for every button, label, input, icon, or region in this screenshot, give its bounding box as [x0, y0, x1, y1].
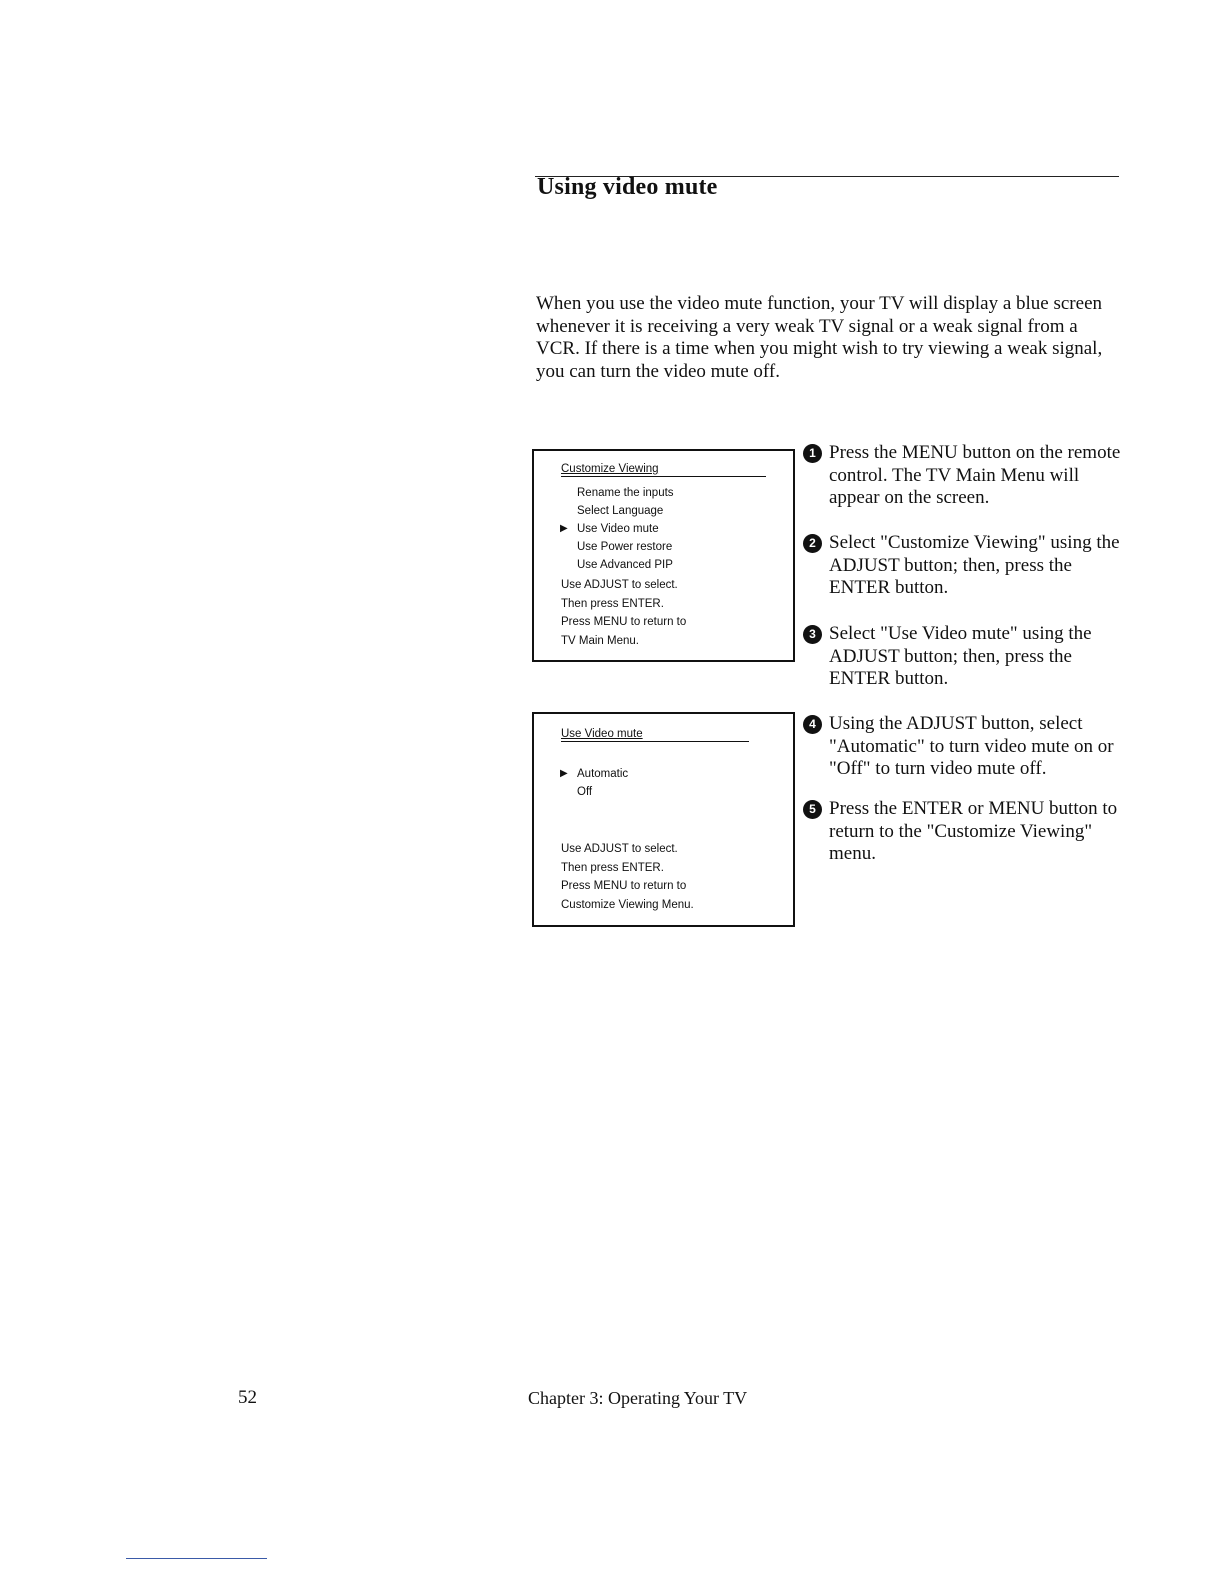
step-text: Press the MENU button on the remote control. The TV Main Menu will appear on the screen. — [829, 442, 1121, 508]
menu-help-text — [561, 576, 686, 651]
step-text: Select "Customize Viewing" using the ADJUST button; then, press the ENTER button. — [829, 532, 1120, 598]
step-text: Select "Use Video mute" using the ADJUST button; then, press the ENTER button. — [829, 623, 1092, 689]
menu-item-list — [560, 484, 674, 574]
menu-item-automatic: ▶ Automatic — [577, 765, 628, 783]
step-text: Using the ADJUST button, select "Automatic" to turn video mute on or "Off" to turn video mute off. — [829, 713, 1114, 779]
menu-item-select-language: Select Language — [577, 505, 664, 517]
menu-item-use-video-mute: ▶ Use Video mute — [577, 520, 674, 538]
menu-help-text — [561, 840, 694, 915]
step-number-badge: 4 — [803, 715, 822, 734]
help-line: Press MENU to return to — [561, 880, 687, 893]
section-title: Using video mute — [537, 174, 718, 200]
help-line: Press MENU to return to — [561, 616, 687, 629]
step-number-badge: 1 — [803, 444, 822, 463]
bottom-scan-line — [126, 1558, 267, 1559]
menu-item-use-power-restore: Use Power restore — [577, 541, 673, 553]
step-number-badge: 2 — [803, 534, 822, 553]
menu-item-list — [560, 765, 629, 801]
menu-item-off: Off — [577, 786, 593, 798]
intro-paragraph: When you use the video mute function, your TV will display a blue screen whenever it is receiving a very weak TV signal or a weak signal from a VCR. If there is a time when you might wish to try viewing a weak signal, you can turn the video mute off. — [536, 293, 1103, 382]
use-video-mute-menu-screen — [532, 712, 795, 927]
selection-arrow-icon: ▶ — [560, 523, 568, 534]
menu-title: Customize Viewing — [561, 463, 766, 477]
menu-title: Use Video mute — [561, 728, 749, 742]
menu-item-use-advanced-pip: Use Advanced PIP — [577, 559, 673, 571]
step-number-badge: 5 — [803, 800, 822, 819]
selection-arrow-icon: ▶ — [560, 768, 568, 779]
help-line: Customize Viewing Menu. — [561, 899, 694, 912]
help-line: Use ADJUST to select. — [561, 843, 678, 855]
help-line: Then press ENTER. — [561, 861, 664, 874]
menu-item-rename-inputs: Rename the inputs — [577, 487, 674, 499]
customize-viewing-menu-screen — [532, 449, 795, 662]
page-number: 52 — [238, 1387, 257, 1408]
step-text: Press the ENTER or MENU button to return to the "Customize Viewing" menu. — [829, 798, 1118, 864]
chapter-footer: Chapter 3: Operating Your TV — [528, 1388, 748, 1408]
help-line: Then press ENTER. — [561, 597, 664, 610]
step-number-badge: 3 — [803, 625, 822, 644]
help-line: Use ADJUST to select. — [561, 579, 678, 591]
help-line: TV Main Menu. — [561, 635, 639, 648]
